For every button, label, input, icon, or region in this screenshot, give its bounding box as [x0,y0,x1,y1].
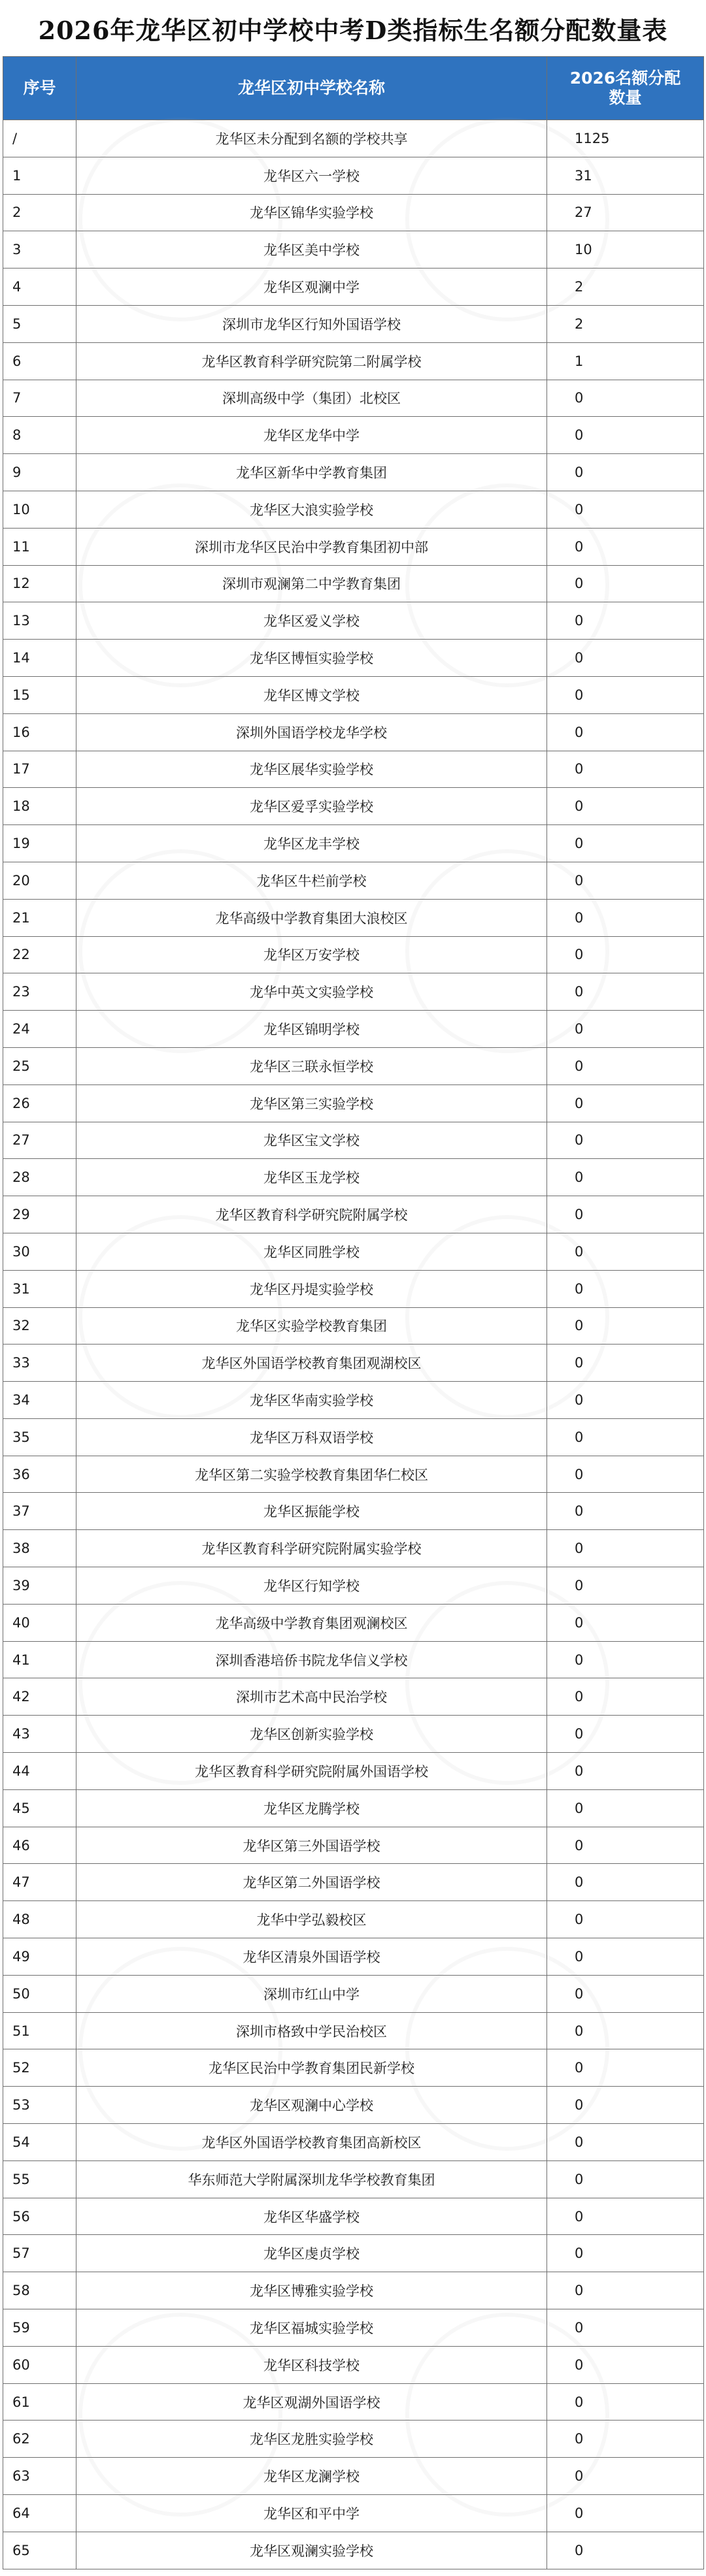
table-row [3,1011,704,1048]
row-quota: 0 [547,973,704,1011]
row-school-name: 龙华高级中学教育集团大浪校区 [76,899,547,936]
row-index: 19 [3,825,76,862]
row-quota: 0 [547,2160,704,2198]
row-school-name: 华东师范大学附属深圳龙华学校教育集团 [76,2160,547,2198]
row-quota: 0 [547,565,704,602]
header-quota-line2: 数量 [609,88,642,107]
row-quota: 27 [547,194,704,231]
row-school-name: 龙华区第二外国语学校 [76,1864,547,1901]
table-row [3,640,704,677]
table-row [3,973,704,1011]
row-quota: 0 [547,2532,704,2569]
row-index: 34 [3,1382,76,1419]
row-index: 16 [3,713,76,751]
table-row [3,2124,704,2161]
row-index: 7 [3,380,76,417]
table-row [3,231,704,269]
row-quota: 2 [547,269,704,306]
row-quota: 0 [547,454,704,491]
row-school-name: 龙华区观湖外国语学校 [76,2383,547,2421]
row-quota: 0 [547,602,704,640]
row-quota: 0 [547,862,704,899]
row-index: 48 [3,1901,76,1938]
table-row [3,1159,704,1196]
row-quota: 0 [547,676,704,713]
row-school-name: 深圳香港培侨书院龙华信义学校 [76,1641,547,1678]
table-row [3,194,704,231]
table-row [3,2346,704,2383]
table-row [3,2272,704,2309]
row-school-name: 龙华区锦华实验学校 [76,194,547,231]
table-row [3,1493,704,1530]
row-quota: 0 [547,1382,704,1419]
row-school-name: 龙华区教育科学研究院附属实验学校 [76,1530,547,1567]
row-quota: 0 [547,528,704,565]
row-school-name: 龙华区教育科学研究院附属学校 [76,1196,547,1233]
row-index: 64 [3,2495,76,2532]
row-school-name: 龙华区和平中学 [76,2495,547,2532]
row-quota: 0 [547,2049,704,2087]
table-body [3,120,704,2569]
table-row [3,1196,704,1233]
row-quota: 0 [547,491,704,528]
table-row [3,528,704,565]
row-index: 18 [3,788,76,825]
row-school-name: 龙华区华盛学校 [76,2198,547,2235]
row-index: 35 [3,1418,76,1456]
row-quota: 0 [547,899,704,936]
header-index: 序号 [3,57,76,120]
row-quota: 0 [547,1159,704,1196]
row-quota: 0 [547,788,704,825]
row-index: 56 [3,2198,76,2235]
row-index: 20 [3,862,76,899]
row-index: 10 [3,491,76,528]
row-quota: 0 [547,2272,704,2309]
row-index: 50 [3,1975,76,2012]
table-row [3,1382,704,1419]
row-index: 58 [3,2272,76,2309]
row-index: 5 [3,305,76,342]
page-title: 2026年龙华区初中学校中考D类指标生名额分配数量表 [38,15,668,45]
row-index: 53 [3,2087,76,2124]
table-row [3,2421,704,2458]
table-row [3,1233,704,1270]
row-school-name: 龙华区第二实验学校教育集团华仁校区 [76,1456,547,1493]
table-row [3,751,704,788]
row-index: 57 [3,2235,76,2272]
table-row [3,1678,704,1716]
table-row [3,1975,704,2012]
row-index: 36 [3,1456,76,1493]
row-quota: 0 [547,1196,704,1233]
row-school-name: 龙华区龙丰学校 [76,825,547,862]
row-index: 27 [3,1122,76,1159]
row-school-name: 龙华中学弘毅校区 [76,1901,547,1938]
table-row [3,713,704,751]
row-school-name: 龙华区行知学校 [76,1567,547,1605]
row-school-name: 龙华区实验学校教育集团 [76,1307,547,1345]
row-quota: 0 [547,1789,704,1827]
row-quota: 0 [547,1084,704,1122]
row-school-name: 深圳市格致中学民治校区 [76,2012,547,2049]
table-row [3,157,704,194]
row-quota: 0 [547,2421,704,2458]
row-index: 31 [3,1270,76,1307]
row-quota: 0 [547,380,704,417]
table-row [3,936,704,973]
row-school-name: 深圳外国语学校龙华学校 [76,713,547,751]
row-index: 60 [3,2346,76,2383]
row-quota: 0 [547,1753,704,1790]
row-school-name: 龙华区宝文学校 [76,1122,547,1159]
row-index: 21 [3,899,76,936]
row-school-name: 龙华区万安学校 [76,936,547,973]
row-school-name: 龙华高级中学教育集团观澜校区 [76,1604,547,1641]
table-header [3,57,704,120]
row-index: 63 [3,2458,76,2495]
row-quota: 0 [547,1641,704,1678]
row-quota: 0 [547,2383,704,2421]
row-school-name: 深圳市红山中学 [76,1975,547,2012]
row-index: 4 [3,269,76,306]
row-index: 14 [3,640,76,677]
row-school-name: 龙华区创新实验学校 [76,1716,547,1753]
row-index: 32 [3,1307,76,1345]
table-row [3,2383,704,2421]
row-school-name: 深圳市观澜第二中学教育集团 [76,565,547,602]
row-quota: 0 [547,1493,704,1530]
row-school-name: 龙华区虔贞学校 [76,2235,547,2272]
row-school-name: 龙华区玉龙学校 [76,1159,547,1196]
row-school-name: 龙华区丹堤实验学校 [76,1270,547,1307]
row-school-name: 龙华区博恒实验学校 [76,640,547,677]
row-school-name: 龙华区同胜学校 [76,1233,547,1270]
table-row [3,269,704,306]
row-index: / [3,120,76,157]
table-row [3,676,704,713]
row-quota: 0 [547,1270,704,1307]
row-index: 45 [3,1789,76,1827]
row-school-name: 龙华区爱孚实验学校 [76,788,547,825]
table-row [3,1753,704,1790]
row-school-name: 龙华区教育科学研究院附属外国语学校 [76,1753,547,1790]
row-quota: 1125 [547,120,704,157]
row-quota: 0 [547,1345,704,1382]
row-quota: 0 [547,713,704,751]
row-quota: 0 [547,1604,704,1641]
table-row [3,1456,704,1493]
row-index: 46 [3,1827,76,1864]
row-index: 9 [3,454,76,491]
row-school-name: 龙华区观澜中学 [76,269,547,306]
row-school-name: 龙华区华南实验学校 [76,1382,547,1419]
row-index: 59 [3,2309,76,2347]
row-index: 25 [3,1047,76,1084]
row-quota: 0 [547,417,704,454]
table-row [3,2495,704,2532]
row-index: 40 [3,1604,76,1641]
row-quota: 0 [547,640,704,677]
table-row [3,602,704,640]
row-school-name: 龙华区牛栏前学校 [76,862,547,899]
row-quota: 0 [547,2458,704,2495]
row-index: 62 [3,2421,76,2458]
row-index: 52 [3,2049,76,2087]
table-row [3,417,704,454]
table-row [3,862,704,899]
row-school-name: 龙华区美中学校 [76,231,547,269]
table-row [3,2012,704,2049]
row-quota: 0 [547,2235,704,2272]
row-quota: 0 [547,1827,704,1864]
table-row [3,1122,704,1159]
row-index: 47 [3,1864,76,1901]
row-school-name: 龙华区观澜中心学校 [76,2087,547,2124]
row-quota: 0 [547,1122,704,1159]
table-row [3,899,704,936]
table-row [3,1789,704,1827]
row-index: 11 [3,528,76,565]
row-quota: 0 [547,1530,704,1567]
row-school-name: 龙华中英文实验学校 [76,973,547,1011]
table-row [3,1938,704,1976]
row-quota: 0 [547,825,704,862]
row-index: 42 [3,1678,76,1716]
row-school-name: 龙华区龙腾学校 [76,1789,547,1827]
row-index: 1 [3,157,76,194]
row-index: 51 [3,2012,76,2049]
row-school-name: 龙华区龙澜学校 [76,2458,547,2495]
row-quota: 0 [547,1233,704,1270]
row-index: 54 [3,2124,76,2161]
row-index: 17 [3,751,76,788]
row-quota: 0 [547,2198,704,2235]
table-row [3,1864,704,1901]
row-index: 12 [3,565,76,602]
row-quota: 0 [547,2309,704,2347]
row-quota: 0 [547,1864,704,1901]
table-row [3,1345,704,1382]
table-row [3,2198,704,2235]
row-school-name: 深圳市艺术高中民治学校 [76,1678,547,1716]
table-row [3,1418,704,1456]
table-row [3,342,704,380]
row-quota: 10 [547,231,704,269]
row-quota: 0 [547,2124,704,2161]
row-index: 37 [3,1493,76,1530]
row-quota: 0 [547,1901,704,1938]
table-row [3,454,704,491]
row-quota: 0 [547,1975,704,2012]
table-row [3,2087,704,2124]
row-quota: 0 [547,1047,704,1084]
row-quota: 0 [547,1938,704,1976]
table-row [3,1901,704,1938]
row-school-name: 龙华区第三实验学校 [76,1084,547,1122]
row-school-name: 龙华区教育科学研究院第二附属学校 [76,342,547,380]
row-index: 23 [3,973,76,1011]
row-school-name: 龙华区龙华中学 [76,417,547,454]
table-row [3,1270,704,1307]
table-row [3,1567,704,1605]
row-index: 6 [3,342,76,380]
table-row [3,1827,704,1864]
row-school-name: 龙华区民治中学教育集团民新学校 [76,2049,547,2087]
row-school-name: 龙华区振能学校 [76,1493,547,1530]
quota-table [3,56,704,2569]
row-index: 55 [3,2160,76,2198]
table-row [3,380,704,417]
row-school-name: 龙华区博雅实验学校 [76,2272,547,2309]
row-index: 49 [3,1938,76,1976]
row-quota: 0 [547,1678,704,1716]
row-index: 26 [3,1084,76,1122]
row-index: 29 [3,1196,76,1233]
table-row [3,120,704,157]
row-index: 22 [3,936,76,973]
header-quota-line1: 2026名额分配 [569,69,681,88]
header-quota [547,57,704,120]
table-row [3,2309,704,2347]
table-row [3,2458,704,2495]
row-index: 28 [3,1159,76,1196]
row-index: 43 [3,1716,76,1753]
row-index: 15 [3,676,76,713]
row-quota: 0 [547,2346,704,2383]
row-index: 30 [3,1233,76,1270]
row-school-name: 龙华区三联永恒学校 [76,1047,547,1084]
row-quota: 2 [547,305,704,342]
row-school-name: 龙华区大浪实验学校 [76,491,547,528]
row-school-name: 龙华区科技学校 [76,2346,547,2383]
row-quota: 0 [547,1456,704,1493]
row-school-name: 龙华区外国语学校教育集团高新校区 [76,2124,547,2161]
row-quota: 0 [547,2087,704,2124]
row-school-name: 龙华区六一学校 [76,157,547,194]
row-index: 2 [3,194,76,231]
table-row [3,825,704,862]
table-row [3,305,704,342]
table-row [3,2532,704,2569]
row-quota: 0 [547,1567,704,1605]
row-quota: 0 [547,2495,704,2532]
table-row [3,1604,704,1641]
row-index: 3 [3,231,76,269]
row-quota: 0 [547,2012,704,2049]
row-school-name: 龙华区未分配到名额的学校共享 [76,120,547,157]
row-index: 24 [3,1011,76,1048]
table-row [3,2049,704,2087]
table-row [3,1084,704,1122]
row-index: 41 [3,1641,76,1678]
row-index: 61 [3,2383,76,2421]
row-school-name: 龙华区福城实验学校 [76,2309,547,2347]
row-index: 13 [3,602,76,640]
row-quota: 0 [547,1716,704,1753]
row-school-name: 龙华区万科双语学校 [76,1418,547,1456]
row-index: 33 [3,1345,76,1382]
row-quota: 0 [547,936,704,973]
table-row [3,2160,704,2198]
table-row [3,491,704,528]
row-quota: 0 [547,751,704,788]
row-quota: 0 [547,1418,704,1456]
row-school-name: 龙华区新华中学教育集团 [76,454,547,491]
header-row [3,57,704,120]
table-row [3,565,704,602]
row-school-name: 龙华区博文学校 [76,676,547,713]
table-row [3,1716,704,1753]
table-row [3,1530,704,1567]
row-quota: 31 [547,157,704,194]
header-school-name: 龙华区初中学校名称 [76,57,547,120]
row-school-name: 龙华区外国语学校教育集团观湖校区 [76,1345,547,1382]
row-quota: 1 [547,342,704,380]
row-index: 39 [3,1567,76,1605]
row-school-name: 龙华区锦明学校 [76,1011,547,1048]
row-school-name: 龙华区观澜实验学校 [76,2532,547,2569]
row-school-name: 龙华区龙胜实验学校 [76,2421,547,2458]
row-school-name: 深圳高级中学（集团）北校区 [76,380,547,417]
row-index: 8 [3,417,76,454]
table-row [3,2235,704,2272]
table-row [3,1307,704,1345]
row-index: 44 [3,1753,76,1790]
row-index: 38 [3,1530,76,1567]
row-school-name: 深圳市龙华区民治中学教育集团初中部 [76,528,547,565]
row-school-name: 深圳市龙华区行知外国语学校 [76,305,547,342]
table-row [3,1641,704,1678]
row-school-name: 龙华区第三外国语学校 [76,1827,547,1864]
row-quota: 0 [547,1011,704,1048]
table-row [3,1047,704,1084]
row-index: 65 [3,2532,76,2569]
table-row [3,788,704,825]
row-school-name: 龙华区展华实验学校 [76,751,547,788]
row-school-name: 龙华区清泉外国语学校 [76,1938,547,1976]
row-quota: 0 [547,1307,704,1345]
row-school-name: 龙华区爱义学校 [76,602,547,640]
